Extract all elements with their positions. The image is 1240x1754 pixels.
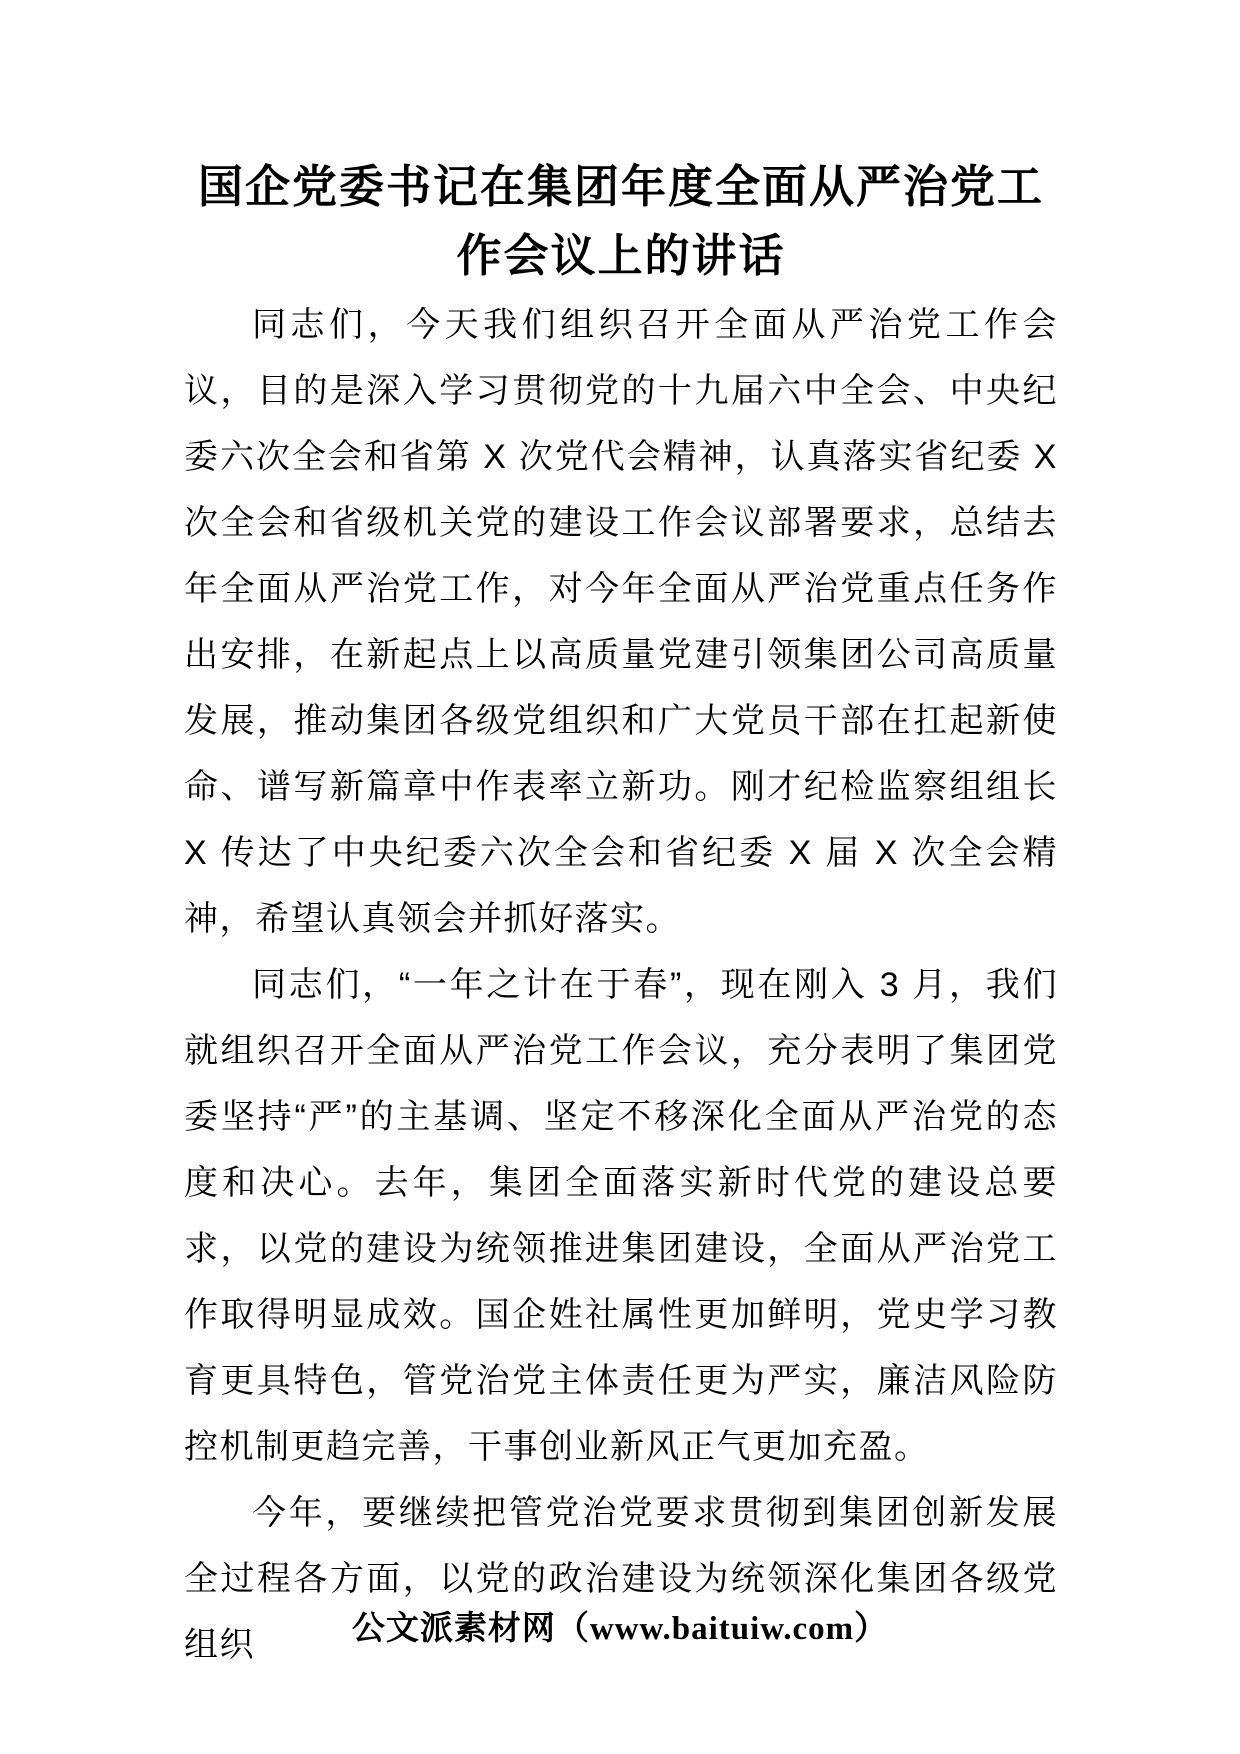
paragraph-this-year: 今年，要继续把管党治党要求贯彻到集团创新发展全过程各方面，以党的政治建设为统领深化集团各级党组织 [184, 1494, 1058, 1664]
document-title: 国企党委书记在集团年度全面从严治党工作会议上的讲话 [197, 161, 1044, 281]
site-watermark: 公文派素材网（www.baituiw.com） [351, 1611, 889, 1647]
paragraph-opening: 同志们，今天我们组织召开全面从严治党工作会议，目的是深入学习贯彻党的十九届六中全会、中央纪委六次全会和省第 X 次党代会精神，认真落实省纪委 X 次全会和省级机关党的建设工作会议部署要求，总结去年全面从严治党工作，对今年全面从严治党重点任务作出安排，在新起点上以高质量党建引领集团公司高质量发展，推动集团各级党组织和广大党员干部在扛起新使命、谱写新篇章中作表率立新功。刚才纪检监察组组长 X 传达了中央纪委六次全会和省纪委 X 届 X 次全会精神，希望认真领会并抓好落实。 [184, 306, 1058, 938]
paragraph-review: 同志们，“一年之计在于春”，现在刚入 3 月，我们就组织召开全面从严治党工作会议，充分表明了集团党委坚持“严”的主基调、坚定不移深化全面从严治党的态度和决心。去年，集团全面落实新时代党的建设总要求，以党的建设为统领推进集团建设，全面从严治党工作取得明显成效。国企姓社属性更加鲜明，党史学习教育更具特色，管党治党主体责任更为严实，廉洁风险防控机制更趋完善，干事创业新风正气更加充盈。 [184, 966, 1058, 1466]
document-body [184, 292, 1058, 1678]
